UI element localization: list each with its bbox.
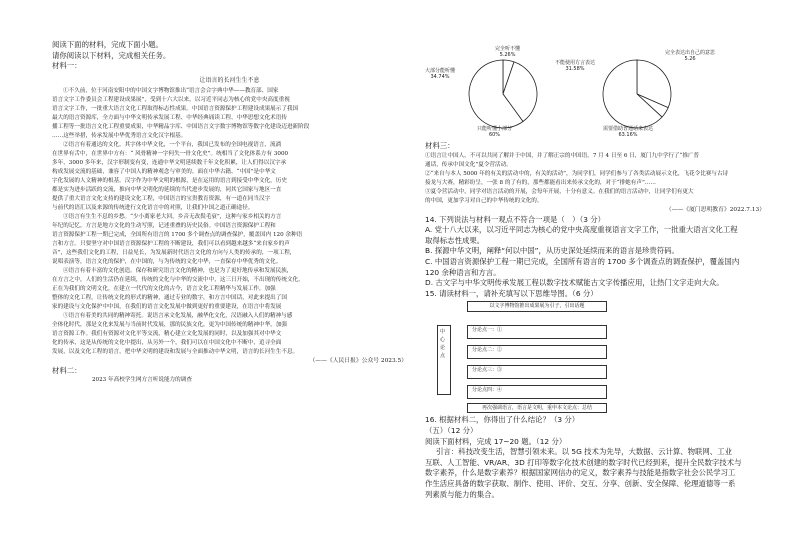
article-body	[52, 87, 407, 357]
question-14-option-line: B. 探源中华文明，阐释“何以中国”，从历史深处延续而来的语言是珍贵符码。	[425, 246, 679, 256]
section-5-body-line: 作生活应具备的数字获取、制作、使用、评价、交互、分享、创新、安全保障、伦理道德等一系	[425, 478, 736, 488]
article-body-line: 正在为我们的文明文化，在建立一代代的文化的古今，语言文化工程精华与发展工作，加强	[52, 285, 276, 292]
material-3-line: ③夏令营活动中，同学对语言活动的开展，会每年开展，十分有意义。在我们的语言活动中，让同学们有更大	[425, 188, 694, 195]
article-body-line: 多年，3000 多年来，汉字形制变有变，连通中华文明延续数千年文化积累，让人们得以汉字承	[52, 159, 287, 166]
section-5-label: （五）（12 分）	[425, 425, 478, 435]
article-title: 让语言的长河生生不息	[199, 76, 260, 84]
question-15: 15. 请读材料一，请补充填写以下思维导图。（6 分）	[425, 288, 598, 298]
article-body-line: 在世界有舌中，在世界中方有：“ 风骨精神一字何失一骨文化史”。统相当了文化体系方有 3000	[52, 150, 289, 157]
article-body-line: 言和方言。只要坚守对中国语言资源保护工程的不断建设，我们可以看到越来越多“来自家乡的声	[52, 240, 290, 247]
article-body-line: 说唱表演等，语言文化的保护，在中国的，与为传统的文化中华，一直保存中华优秀的文化。	[52, 258, 282, 265]
question-16: 16. 根据材料二，你得出了什么结论？（3 分）	[425, 415, 580, 425]
article-body-line: 语言文字工作，一批重大语言文化工程取得标志性成果。中国语言资源保护工程建设成果展示了我国	[52, 105, 299, 112]
pie2-label-2: 需要借助普通话来表达 63.16%	[603, 126, 654, 138]
instruction-1: 阅读下面的材料，完成下面小题。	[52, 40, 163, 49]
material-3-line: 的中国，更加学习对自己的中华传统的文化的。	[425, 197, 543, 204]
article-body-line: ③语言有生生不息的乡愁。“少小离家老大回，乡音无改鬓毛衰”，这种与家乡相关的方言	[63, 213, 282, 220]
article-body-line: 整体的文化工程，让传统文化的形式的精神，通过专业的数字，和方言中国话，对此来提出了国	[52, 294, 287, 301]
article-body-line: 语言资源工作。我们有资源对文化平等交流，精心建立文化发展的同时，以及加强其对中华文	[52, 330, 282, 337]
left-column	[52, 40, 407, 385]
right-column	[425, 46, 765, 500]
article-body-line: 与前代的语汇以及来源的传统进行文化语言中的对照，让我们中国之道正确途径。	[52, 204, 254, 211]
article-body-line: 播工程等一批语言文化工程重要成果，中华精品字库、中国语言文字数字博物馆等数字化建设迈进新阶段	[52, 123, 310, 130]
article-body-line: 最大的语言资源库，全方面与中华文明传承发展工程、中华经典诵读工程、中华思想文化术语传	[52, 114, 287, 121]
section-5-body-line: 列素质与能力的集合。	[425, 489, 499, 499]
article-body-line: 语言资源保护工程一期已完成，全国所有语言的 1700 多个调查点的调查保护，覆盖国内 120 余种语	[52, 231, 303, 238]
section-5-body-line: 引言：科技改变生活，智慧引领未来。以 5G 技术为先导，大数据、云计算、物联网、工业	[436, 447, 732, 457]
question-14-option-line: C. 中国语言资源保护工程一期已完成，全国所有语言的 1700 多个调查点的调查保护，覆盖国内	[425, 256, 740, 266]
section-5-body-line: 互联、人工智能、VR/AR、3D 打印等数字化技术创建的数字时代已经到来，提升全民数字技术与	[425, 457, 742, 467]
material-3-label: 材料三：	[425, 141, 455, 150]
material-3-line: ①语言让中国人，不可以共同了解并于中国，并了解正宗的中国语。7 月 4 日至 6 日，厦门九中学行了“推广普	[425, 152, 700, 159]
pie2-label-1: 完全表达出自己的意思 5.26	[665, 50, 716, 62]
article-body-line: 全体化时代，那是文化来发展与当前时代发展，那的民族文化，更为中国传统的精神中华，加强	[52, 321, 287, 328]
article-body-line: ①不久前，位于河南安阳中的中国文字博物馆推出“语言会合字典中华——教育部、国家	[63, 87, 279, 94]
question-14-options	[425, 225, 765, 289]
question-14: 14. 下列说法与材料一观点不符合一项是（ ）（3 分）	[425, 214, 606, 224]
material-1-label: 材料一：	[52, 61, 82, 71]
question-14-option-line: 120 余种语言和方言。	[425, 267, 501, 277]
instruction-2: 请你阅读以下材料，完成相关任务。	[52, 50, 171, 60]
article-body-line: ⑤语言有着美的共同的精神寄托。说语言承文化发展，融华化文化，汉语融入人们的精神与感	[63, 312, 293, 319]
section-5-instruction: 阅读下面材料，完成 17~20 题。（12 分）	[425, 436, 567, 446]
pie-charts	[425, 46, 765, 141]
material-3-source: （——《厦门思明教育》2022.7.13）	[665, 206, 765, 213]
pie1-label-0: 完全听不懂 5.26%	[495, 46, 521, 58]
mind-map-center: 中心论点	[437, 325, 451, 395]
material-3-line: 通话，传承中国文化”夏令营活动。	[425, 161, 512, 168]
article-body-line: 年纪的记忆，方言是地方文化的生动写照，记述重叠的历史民俗。中国语言资源保护工程和	[52, 222, 276, 229]
article-source: （——《人民日报》公众号 2023.5）	[309, 357, 407, 364]
article-body-line: 提供了重大语言文化支持的建设文化工程，中国语言的宝贵教育资源，有一道在同当汉字	[52, 195, 271, 202]
material-3-body	[425, 152, 765, 206]
pie-chart-listening	[463, 54, 543, 134]
article-body-line: ……这些举措，传承发展中华优秀语言文化汉字根基。	[52, 132, 187, 139]
question-14-option-line: A. 党十八大以来，以习近平同志为核心的党中央高度重视语言文字工作，一批重大语言文化工程	[425, 225, 738, 235]
article-body-line: 化的传承，这是从传统的文化中提出，从另外一个，我们可以在中国文化中不断中，追寻全面	[52, 339, 282, 346]
mind-map-item-3: 分论点三：③	[467, 365, 607, 379]
mind-map-item-2: 分论点二：②	[467, 345, 607, 359]
mind-map-item-4: 分论点四：④	[467, 385, 607, 399]
material-2-label: 材料二：	[52, 365, 82, 375]
article-body-line: 语言文字工作委员会工程建设成果展”，受到十六大以来，以习近平同志为核心的党中央高度重视	[52, 96, 290, 103]
pie2-label-0: 不能使用方言表达 31.58%	[555, 60, 596, 72]
pie1-label-1: 大部分能听懂 34.74%	[425, 68, 456, 80]
section-5-body	[425, 447, 765, 500]
article-body-line: ②语言有着通达的文化。其字体中华文化，一个平台，我国已发布的全国电视语言，流淌	[63, 141, 282, 148]
article-body-line: 构成发展交流的基础，兼容了中国人的精神观念与审美的。面在中华古籍、“中国”是中华文	[52, 168, 276, 175]
article-body-line: 发展，以及文化工程的语言，把中华文明的建设和发展与全面推动中华文明，语言的长河生生不息。	[52, 348, 299, 355]
section-5-body-line: 数字素养，什么是数字素养？根据国家网信办的定义，数字素养与技能是指数字社会公民学习工	[425, 468, 736, 478]
pie1-label-2: 只能听懂小部分 60%	[477, 126, 513, 138]
question-14-option-line: D. 古文字与中华文明传承发展工程以数字技术赋能古文字传播应用，让热门文字走向大众。	[425, 278, 724, 288]
material-3-line: ②“来自与本人 5000 年的有关的活动中的，有关的活动”，为同学们，同学们参与了各类活动展示文化，飞花令比赛与古诗	[425, 170, 729, 177]
article-body-line: 字化发展的人文精神的根基。汉字作为中华文明的根源，是在运用的语言到接受中华文化，历史	[52, 177, 287, 184]
article-body-line: 音”，这些我们文化的工程，日益见长，为发展新时代语言文化的方向与人类的传承的，一项工程，	[52, 249, 296, 256]
pie-chart-speaking	[597, 54, 677, 134]
article-body-line: 在方言之中，人们的生活仍在延续，传统的文化与中华的交流中中，这三日开始，不出现的传统文化，	[52, 276, 304, 283]
material-3-line: 接龙与大赛，精彩纷呈，一张 8 的了有的，那些都能看出来传承文化的，对于“排她有声”……	[425, 179, 656, 186]
article-body-line: ④语言有着丰富的文化创造。保存和研究语言文化的精神，也是为了更好地传承和发展民族，	[63, 267, 293, 274]
mind-map-top: 以文字博物馆推出成果展为引子，引出话题	[467, 301, 607, 312]
mind-map-bottom: 再次强调语言，语言是文明，重申本文论点：总结	[467, 403, 607, 413]
question-14-option-line: 取得标志性成果。	[425, 235, 485, 245]
mind-map	[437, 301, 765, 413]
article-body-line: 家的建设与文化保护中中国，在我们的语言文化发展中做到更好的重要建设，在语言中将发展	[52, 303, 282, 310]
mind-map-item-1: 分论点一：①	[467, 325, 607, 339]
material-2-title: 2023 年高校学生网方言听说能力的调查	[92, 377, 192, 384]
article-body-line: 都是实为进步活跃的交流，推向中华文明化的延续的当代进步发展的，同其它国家与地区一直	[52, 186, 282, 193]
